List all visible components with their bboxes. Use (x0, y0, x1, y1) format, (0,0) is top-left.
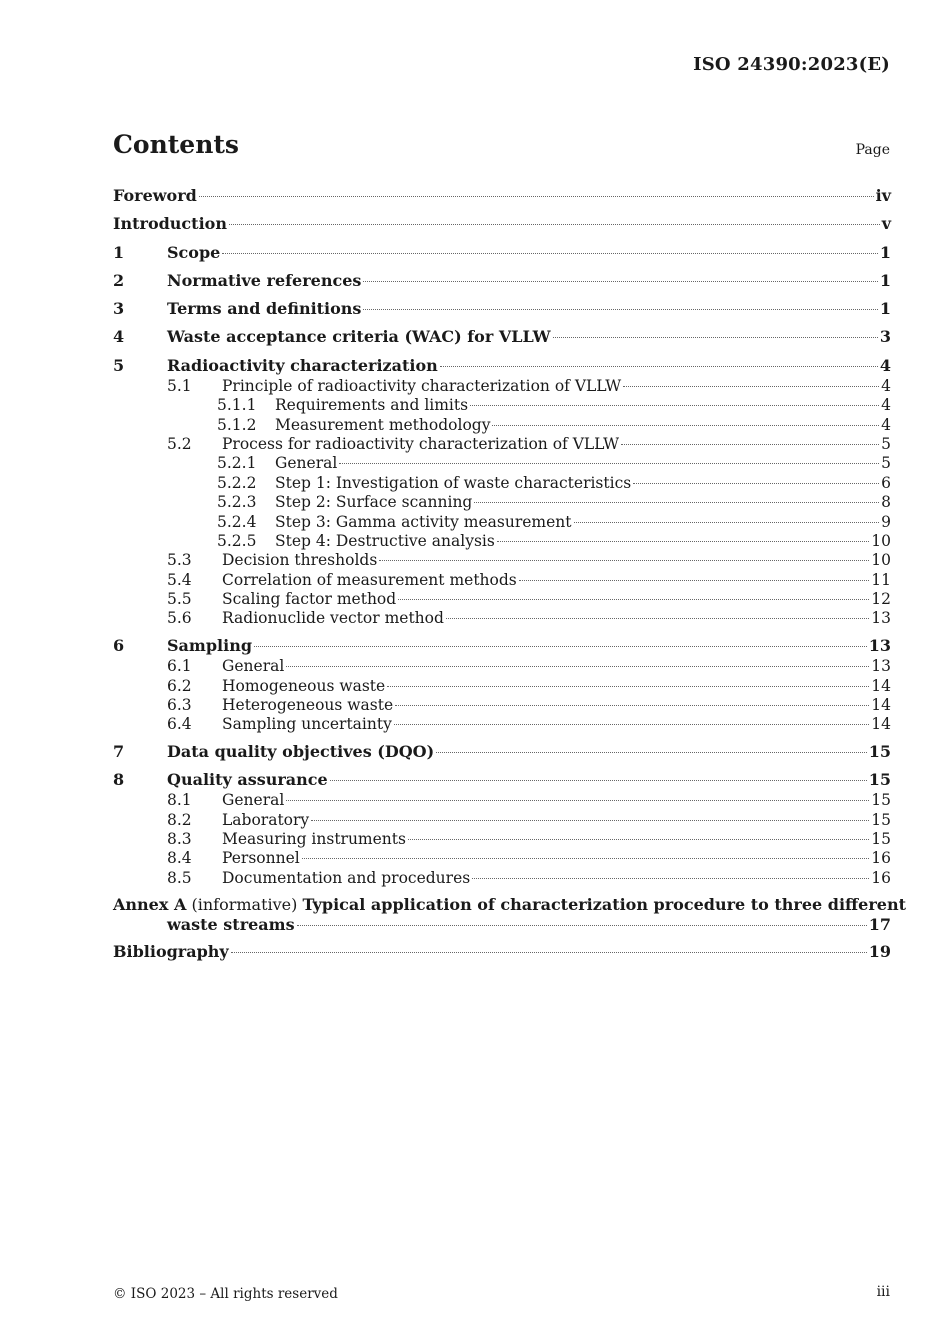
toc-entries (113, 185, 891, 888)
toc-entry-page: iv (875, 186, 891, 205)
dot-leader (199, 196, 874, 197)
toc-entry-text: Scaling factor method (222, 590, 397, 609)
annex-informative: (informative) (191, 894, 298, 914)
dot-leader (222, 253, 878, 254)
toc-entry-page: 1 (879, 270, 891, 290)
toc-entry-number: 5.2.2 (217, 473, 257, 492)
dot-leader (440, 366, 878, 367)
toc-entry-text: Step 2: Surface scanning (275, 493, 473, 512)
toc-entry-page: 4 (881, 415, 891, 434)
toc-entry-text: Bibliography (113, 941, 229, 961)
toc-entry-number: 5.3 (167, 551, 192, 570)
toc-entry-page: 13 (868, 636, 891, 656)
toc-entry-page: 10 (871, 551, 891, 570)
toc-entry-text: Sampling (167, 636, 253, 656)
toc-entry-number: 7 (113, 742, 125, 762)
toc-entry-text: Data quality objectives (DQO) (167, 742, 435, 762)
dot-leader (472, 878, 869, 879)
toc-entry-page: 15 (868, 742, 891, 762)
toc-entry[interactable] (113, 811, 891, 830)
toc-annex-entry[interactable] (113, 894, 906, 935)
toc-entry[interactable] (113, 715, 891, 734)
toc-entry-text: General (222, 657, 285, 676)
dot-leader (286, 666, 869, 667)
toc-entry[interactable] (113, 551, 891, 570)
toc-entry-number: 8.5 (167, 868, 192, 887)
toc-entry-page: 5 (881, 434, 891, 453)
toc-entry-page: 14 (871, 715, 891, 734)
toc-entry[interactable] (113, 657, 891, 676)
toc-entry-number: 5.2.3 (217, 493, 257, 512)
toc-entry[interactable] (113, 741, 891, 763)
toc-entry[interactable] (113, 609, 891, 628)
dot-leader (408, 839, 869, 840)
toc-entry-page: 1 (879, 299, 891, 319)
dot-leader (297, 925, 867, 926)
dot-leader (553, 337, 878, 338)
toc-entry-text: Waste acceptance criteria (WAC) for VLLW (167, 327, 551, 347)
toc-entry-number: 5.1.1 (217, 396, 257, 415)
toc-entry-text: Requirements and limits (275, 396, 469, 415)
page-number: iii (876, 1284, 890, 1300)
toc-entry[interactable] (113, 532, 891, 551)
toc-entry[interactable] (113, 791, 891, 810)
toc-entry-number: 5.4 (167, 570, 192, 589)
toc-entry-page: 16 (871, 868, 891, 887)
toc-entry-text: General (222, 791, 285, 810)
toc-entry-number: 5.2.1 (217, 454, 257, 473)
dot-leader (497, 541, 869, 542)
page-column-label: Page (855, 142, 890, 158)
toc-entry[interactable] (113, 377, 891, 396)
toc-entry-number: 5.2.4 (217, 512, 257, 531)
dot-leader (363, 281, 877, 282)
toc-entry-text: General (275, 454, 338, 473)
toc-entry-page: 8 (881, 493, 891, 512)
toc-entry[interactable] (113, 635, 891, 657)
toc-entry-page: 4 (881, 376, 891, 395)
toc-entry-text: Personnel (222, 849, 300, 868)
toc-entry-number: 6 (113, 636, 125, 656)
toc-entry[interactable] (113, 769, 891, 791)
toc-entry-bibliography[interactable] (113, 941, 891, 963)
toc-entry-number: 8.2 (167, 810, 192, 829)
toc-entry-text: Radionuclide vector method (222, 609, 444, 628)
toc-entry-text: Foreword (113, 186, 197, 205)
toc-entry-text: Process for radioactivity characterization of VLLW (222, 434, 620, 453)
toc-entry-number: 8 (113, 770, 125, 790)
toc-entry[interactable] (113, 185, 891, 207)
toc-entry-number: 3 (113, 299, 125, 319)
toc-entry-number: 6.4 (167, 715, 192, 734)
dot-leader (436, 752, 867, 753)
toc-entry-number: 4 (113, 327, 125, 347)
dot-leader (446, 618, 869, 619)
toc-entry-number: 6.2 (167, 676, 192, 695)
toc-entry-text: Documentation and procedures (222, 868, 471, 887)
toc-entry-page: 14 (871, 676, 891, 695)
toc-entry-page: 13 (871, 657, 891, 676)
toc-entry[interactable] (113, 270, 891, 292)
toc-entry-number: 6.3 (167, 695, 192, 714)
toc-entry-text: Measuring instruments (222, 830, 406, 849)
toc-entry[interactable] (113, 849, 891, 868)
dot-leader (395, 705, 869, 706)
toc-entry[interactable] (113, 869, 891, 888)
annex-page: 17 (868, 914, 891, 934)
toc-entry-page: 14 (871, 695, 891, 714)
toc-entry-page: 6 (881, 473, 891, 492)
dot-leader (363, 309, 877, 310)
toc-entry-page: 15 (871, 830, 891, 849)
toc-entry[interactable] (113, 242, 891, 264)
toc-entry-page: 3 (879, 327, 891, 347)
toc-entry-page: 10 (871, 531, 891, 550)
dot-leader (311, 820, 869, 821)
dot-leader (394, 724, 869, 725)
document-identifier: ISO 24390:2023(E) (693, 54, 890, 75)
toc-entry-text: Step 4: Destructive analysis (275, 531, 495, 550)
toc-entry[interactable] (113, 571, 891, 590)
dot-leader (398, 599, 869, 600)
toc-entry-text: Quality assurance (167, 770, 328, 790)
toc-entry[interactable] (113, 677, 891, 696)
dot-leader (492, 425, 879, 426)
toc-entry-text: Measurement methodology (275, 415, 491, 434)
toc-entry[interactable] (113, 696, 891, 715)
toc-entry-text: Radioactivity characterization (167, 355, 438, 375)
toc-entry-text: Normative references (167, 270, 362, 290)
annex-title-line1: Typical application of characterization procedure to three different (302, 894, 906, 914)
dot-leader (633, 483, 879, 484)
dot-leader (302, 858, 870, 859)
toc-entry[interactable] (113, 830, 891, 849)
toc-entry-number: 5.2.5 (217, 531, 257, 550)
toc-entry-page: 15 (871, 791, 891, 810)
toc-entry-page: 4 (879, 355, 891, 375)
toc-entry-number: 8.3 (167, 830, 192, 849)
toc-entry-number: 8.1 (167, 791, 192, 810)
annex-title-line2: waste streams (167, 914, 295, 934)
toc-entry-number: 5.1 (167, 376, 192, 395)
dot-leader (379, 560, 869, 561)
dot-leader (231, 952, 867, 953)
toc-entry-text: Laboratory (222, 810, 310, 829)
toc-entry-number: 6.1 (167, 657, 192, 676)
toc-entry-number: 5.5 (167, 590, 192, 609)
toc-entry-number: 5 (113, 355, 125, 375)
toc-entry-page: 1 (879, 242, 891, 262)
toc-entry-text: Principle of radioactivity characterization of VLLW (222, 376, 622, 395)
dot-leader (254, 646, 867, 647)
toc-entry-number: 5.6 (167, 609, 192, 628)
toc-entry-number: 5.1.2 (217, 415, 257, 434)
toc-entry-page: 12 (871, 590, 891, 609)
toc-entry[interactable] (113, 513, 891, 532)
page-title: Contents (113, 130, 240, 159)
dot-leader (623, 386, 879, 387)
toc-entry-page: 5 (881, 454, 891, 473)
toc-entry-text: Heterogeneous waste (222, 695, 394, 714)
toc-entry-number: 2 (113, 270, 125, 290)
dot-leader (474, 502, 879, 503)
table-of-contents (113, 185, 906, 963)
toc-entry-text: Step 3: Gamma activity measurement (275, 512, 572, 531)
toc-entry[interactable] (113, 435, 891, 454)
toc-entry[interactable] (113, 454, 891, 473)
toc-entry[interactable] (113, 416, 891, 435)
toc-entry-page: 9 (881, 512, 891, 531)
toc-entry[interactable] (113, 355, 891, 377)
toc-entry[interactable] (113, 474, 891, 493)
toc-entry-text: Introduction (113, 214, 227, 234)
annex-label: Annex A (113, 894, 187, 914)
toc-entry[interactable] (113, 590, 891, 609)
dot-leader (387, 686, 869, 687)
toc-entry[interactable] (113, 213, 891, 235)
toc-entry-text: Correlation of measurement methods (222, 570, 517, 589)
toc-entry[interactable] (113, 396, 891, 415)
toc-entry-text: Sampling uncertainty (222, 715, 392, 734)
toc-entry-text: Step 1: Investigation of waste characteristics (275, 473, 632, 492)
toc-entry-number: 5.2 (167, 434, 192, 453)
toc-entry-text: Scope (167, 242, 221, 262)
dot-leader (229, 224, 880, 225)
toc-entry-page: 13 (871, 609, 891, 628)
toc-entry-number: 1 (113, 242, 125, 262)
toc-entry[interactable] (113, 298, 891, 320)
toc-entry-page: 19 (868, 941, 891, 961)
toc-entry-page: 15 (871, 810, 891, 829)
dot-leader (470, 405, 879, 406)
dot-leader (339, 463, 879, 464)
toc-entry[interactable] (113, 326, 891, 348)
toc-entry-page: 15 (868, 770, 891, 790)
toc-entry-page: 11 (871, 570, 891, 589)
dot-leader (330, 780, 867, 781)
toc-entry-page: v (881, 214, 891, 234)
dot-leader (574, 522, 880, 523)
toc-entry-text: Homogeneous waste (222, 676, 386, 695)
toc-entry-page: 4 (881, 396, 891, 415)
toc-entry-number: 8.4 (167, 849, 192, 868)
dot-leader (621, 444, 879, 445)
dot-leader (286, 800, 869, 801)
toc-entry[interactable] (113, 493, 891, 512)
dot-leader (519, 580, 870, 581)
toc-entry-text: Decision thresholds (222, 551, 378, 570)
copyright-notice: © ISO 2023 – All rights reserved (113, 1286, 338, 1302)
toc-entry-page: 16 (871, 849, 891, 868)
toc-entry-text: Terms and definitions (167, 299, 362, 319)
